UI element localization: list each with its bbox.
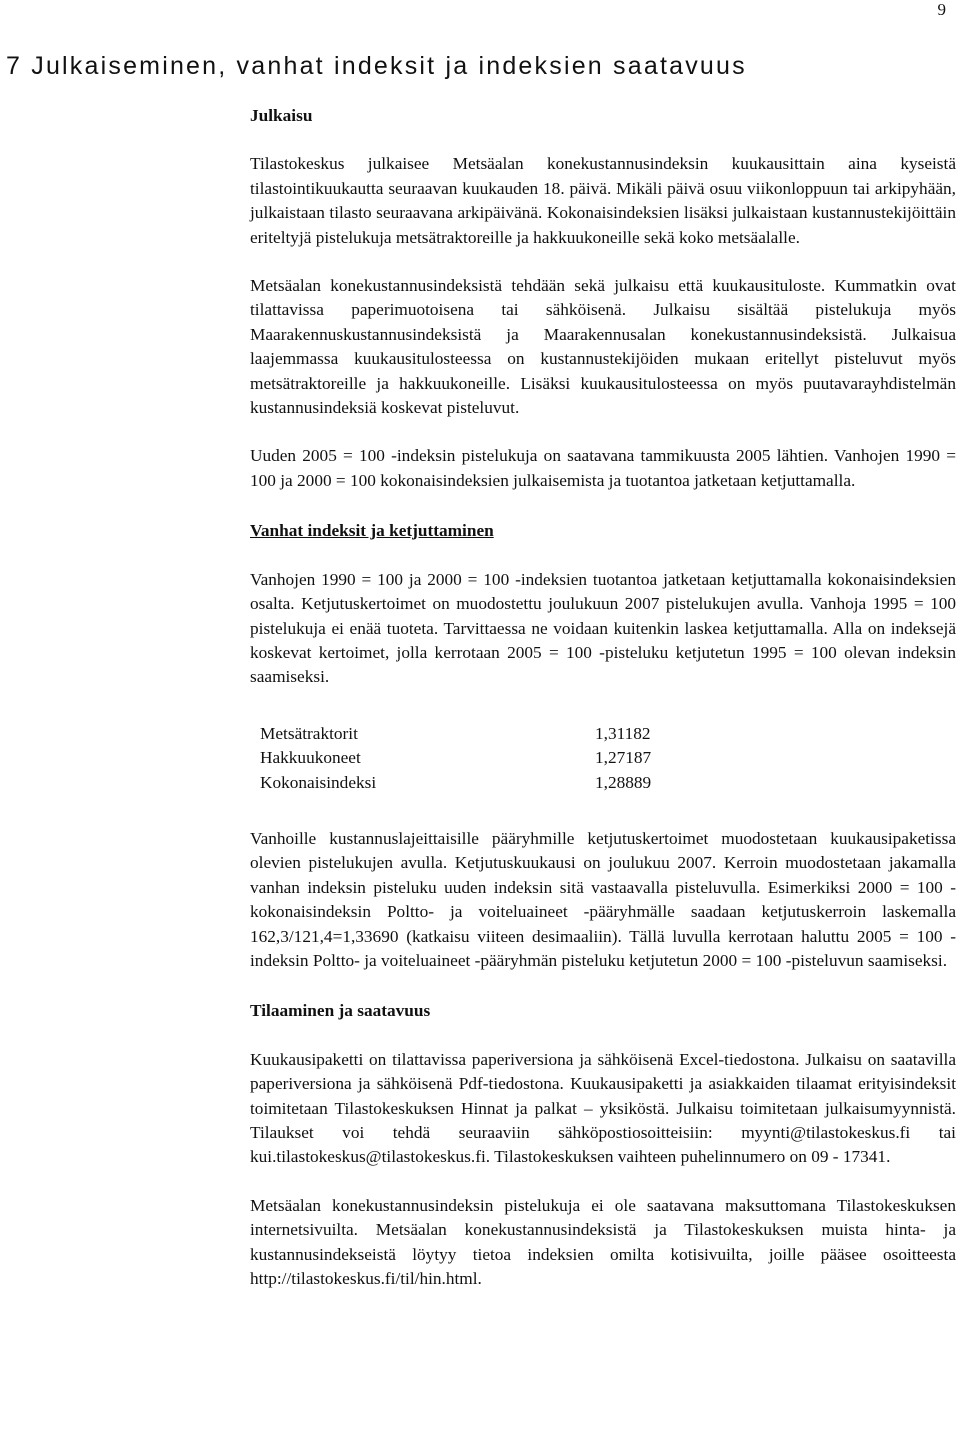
table-row [260, 722, 651, 746]
table-row [260, 746, 651, 770]
paragraph-julkaisu-1: Tilastokeskus julkaisee Metsäalan konekustannusindeksin kuukausittain aina kyseistä tilastointikuukautta seuraavan kuukauden 18. päivä. Mikäli päivä osuu viikonloppuun tai arkipyhään, julkaistaan tilasto seuraavana arkipäivänä. Kokonaisindeksien lisäksi julkaistaan kustannustekijöittäin eriteltyjä pistelukuja metsätraktoreille ja hakkuukoneille sekä koko metsäalalle. [250, 154, 956, 247]
coefficient-value: 1,28889 [595, 772, 652, 792]
document-body [250, 104, 956, 1291]
paragraph-julkaisu-2: Metsäalan konekustannusindeksistä tehdään sekä julkaisu että kuukausituloste. Kummatkin ovat tilattavissa paperimuotoisena tai sähköisenä. Julkaisu sisältää pistelukuja myös Maarakennuskustannusindeksistä ja Maarakennusalan konekustannusindeksistä. Julkaisua laajemmassa kuukausitulosteessa on kustannustekijöiden mukaan eritellyt pisteluvut myös metsätraktoreille ja hakkuukoneille. Lisäksi kuukausitulosteessa on myös puutavarayhdistelmän kustannusindeksiä koskevat pisteluvut. [250, 276, 956, 418]
coefficient-name: Kokonaisindeksi [260, 772, 377, 792]
section-heading-tilaaminen: Tilaaminen ja saatavuus [250, 1001, 431, 1021]
page-number: 9 [937, 0, 946, 19]
coefficient-name: Metsätraktorit [260, 723, 358, 743]
chapter-title: 7 Julkaiseminen, vanhat indeksit ja indeksien saatavuus [6, 52, 747, 80]
coefficient-name: Hakkuukoneet [260, 748, 361, 768]
coefficient-table [260, 722, 651, 795]
paragraph-tilaaminen-1: Kuukausipaketti on tilattavissa paperiversiona ja sähköisenä Excel-tiedostona. Julkaisu on saatavilla paperiversiona ja sähköisenä Pdf-tiedostona. Kuukausipaketti ja asiakkaiden tilaamat erityisindeksit toimitetaan Tilastokeskuksen Hinnat ja palkat – yksiköstä. Julkaisu toimitetaan julkaisumyynnistä. Tilaukset voi tehdä seuraaviin sähköpostiosoitteisiin: myynti@tilastokeskus.fi tai kui.tilastokeskus@tilastokeskus.fi. Tilastokeskuksen vaihteen puhelinnumero on 09 - 17341. [250, 1049, 956, 1167]
section-heading-vanhat: Vanhat indeksit ja ketjuttaminen [250, 521, 494, 541]
table-row [260, 771, 651, 795]
coefficient-value: 1,31182 [595, 723, 651, 743]
coefficient-value: 1,27187 [595, 748, 652, 768]
paragraph-julkaisu-3: Uuden 2005 = 100 -indeksin pistelukuja on saatavana tammikuusta 2005 lähtien. Vanhojen 1990 = 100 ja 2000 = 100 kokonaisindeksien julkaisemista ja tuotantoa jatketaan ketjuttamalla. [250, 446, 956, 490]
paragraph-vanhat-1: Vanhojen 1990 = 100 ja 2000 = 100 -indeksien tuotantoa jatketaan ketjuttamalla kokonaisindeksien osalta. Ketjutuskertoimet on muodostettu joulukuun 2007 pistelukujen avulla. Vanhoja 1995 = 100 pistelukuja ei enää tuoteta. Tarvittaessa ne voidaan kuitenkin laskea ketjuttamalla. Alla on indeksejä koskevat kertoimet, jolla kerrotaan 2005 = 100 -pisteluku ketjutetun 1995 = 100 olevan indeksin saamiseksi. [250, 569, 956, 687]
paragraph-tilaaminen-2: Metsäalan konekustannusindeksin pistelukuja ei ole saatavana maksuttomana Tilastokeskuksen internetsivuilta. Metsäalan konekustannusindeksistä ja Tilastokeskuksen muista hinta- ja kustannusindekseistä löytyy tietoa indeksien omilta kotisivuilta, joille pääsee osoitteesta http://tilastokeskus.fi/til/hin.html. [250, 1195, 956, 1289]
paragraph-vanhat-2: Vanhoille kustannuslajeittaisille pääryhmille ketjutuskertoimet muodostetaan kuukausipaketissa olevien pistelukujen avulla. Ketjutuskuukausi on joulukuu 2007. Kerroin muodostetaan jakamalla vanhan indeksin pisteluku uuden indeksin sitä vastaavalla pisteluvulla. Esimerkiksi 2000 = 100 -kokonaisindeksin Poltto- ja voiteluaineet -pääryhmälle saadaan ketjutuskerroin laskemalla 162,3/121,4=1,33690 (katkaisu viiteen desimaaliin). Tällä luvulla kerrotaan haluttu 2005 = 100 -indeksin Poltto- ja voiteluaineet -pääryhmän pisteluku ketjutetun 2000 = 100 -pisteluvun saamiseksi. [250, 828, 956, 970]
section-heading-julkaisu: Julkaisu [250, 106, 313, 125]
